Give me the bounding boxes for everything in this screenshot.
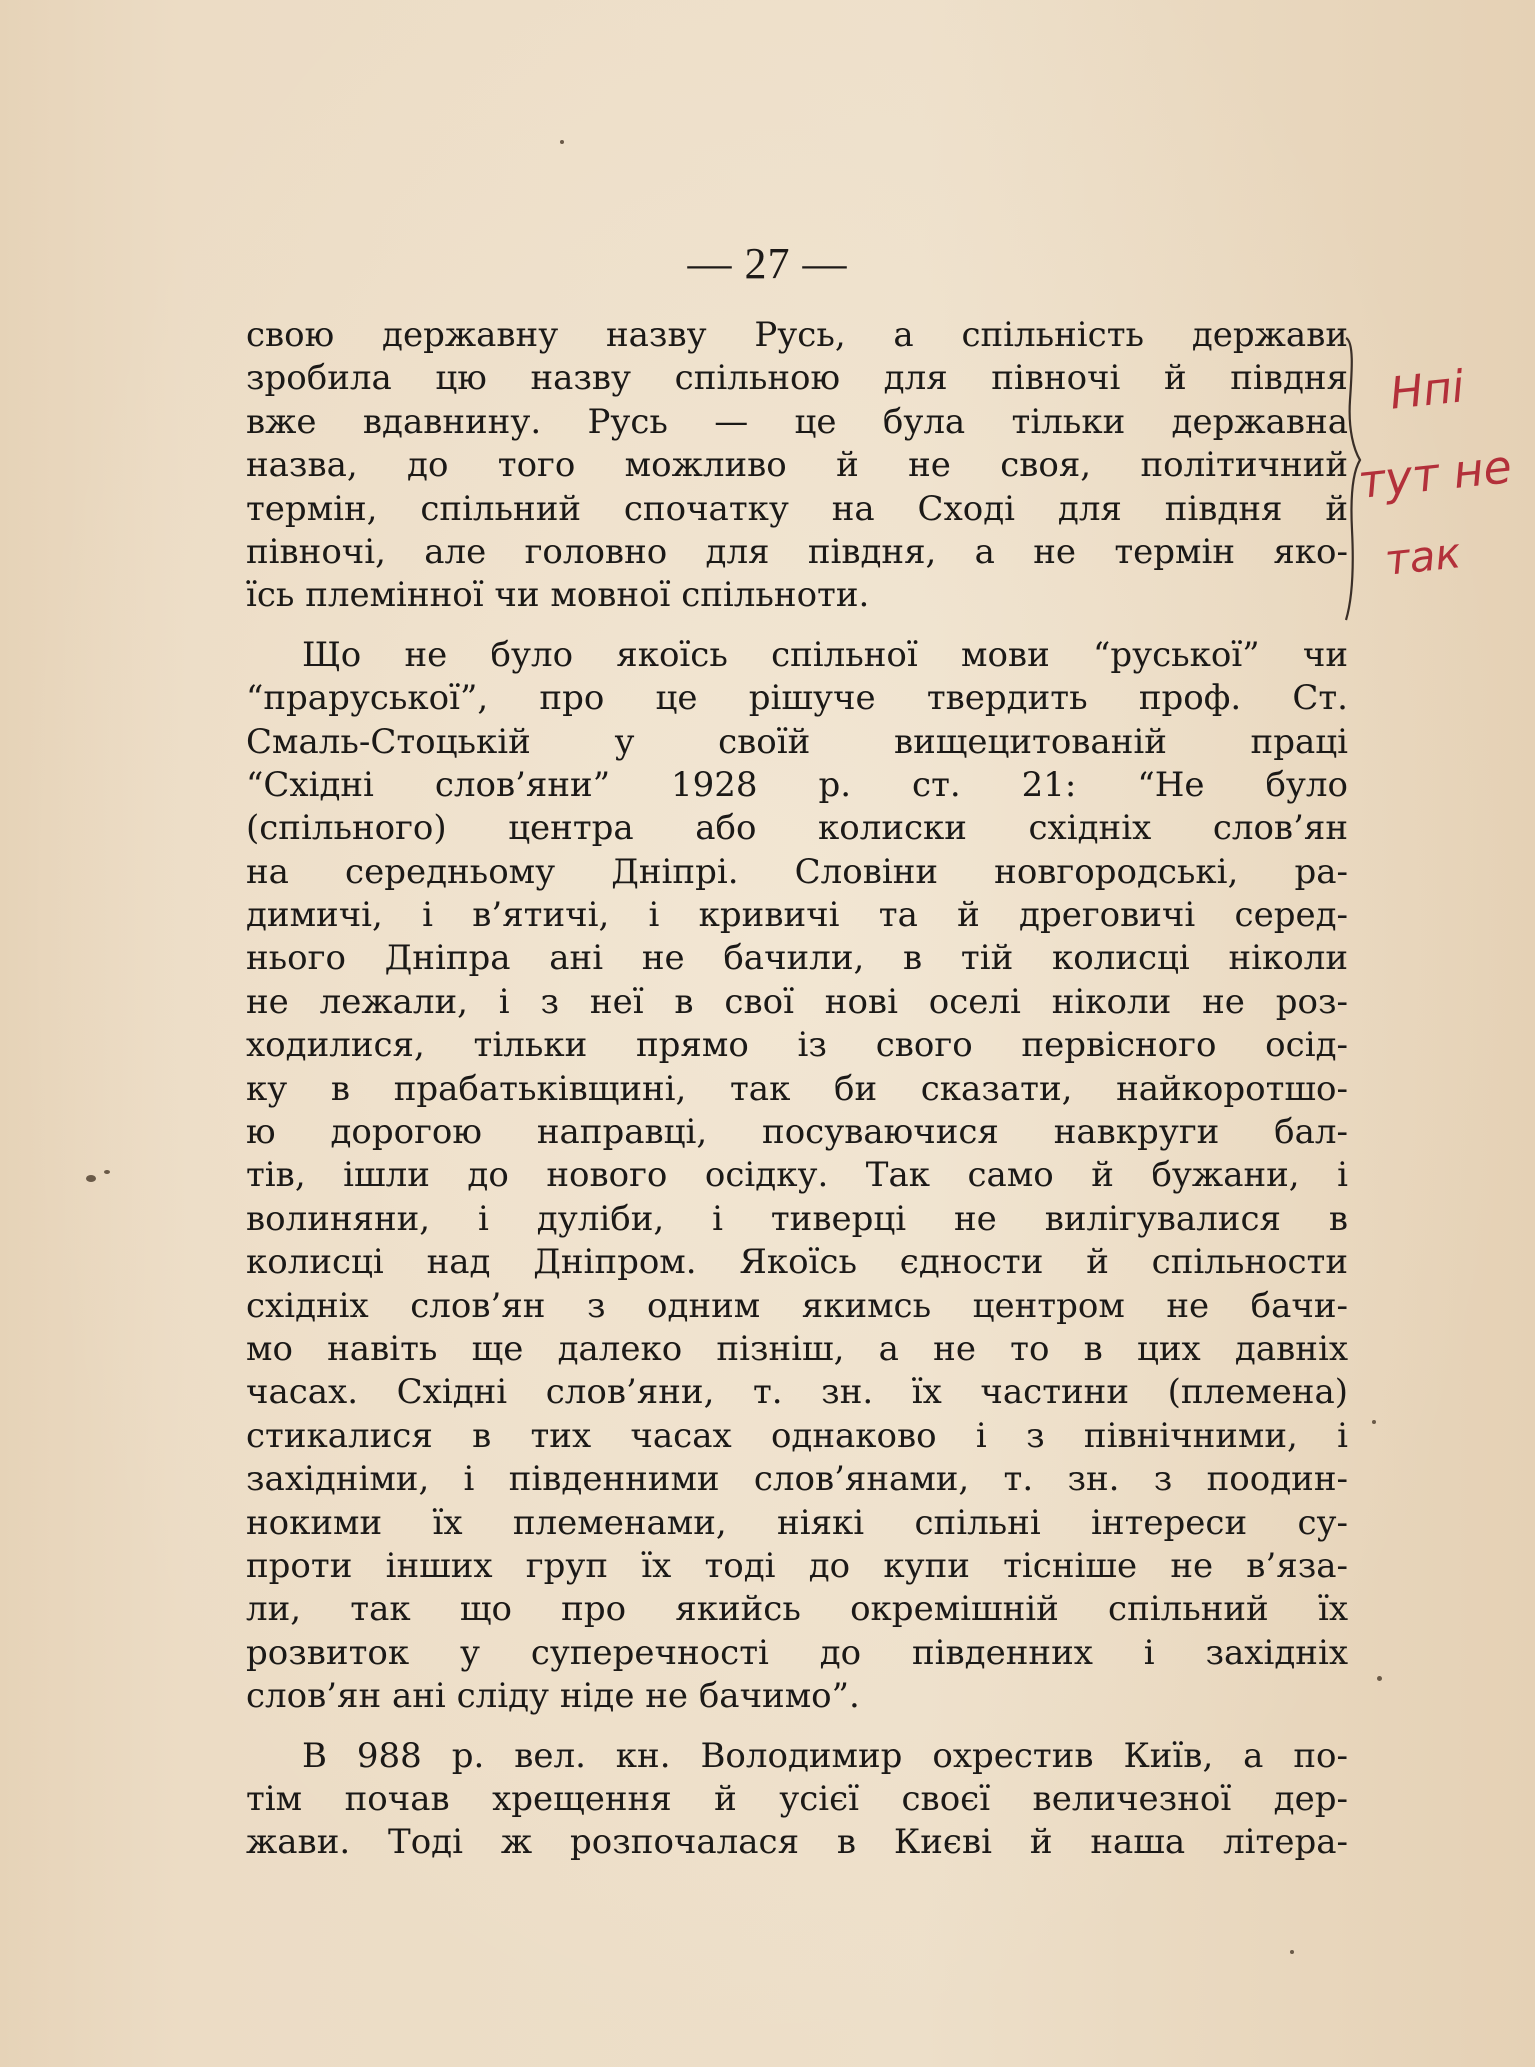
text-line: ю дорогою направці, посуваючися навкруги бал-: [246, 1112, 1348, 1153]
text-line: на середньому Дніпрі. Словіни новгородські, ра-: [246, 851, 1348, 892]
handwritten-margin-note: [1383, 528, 1463, 585]
text-line: нього Дніпра ані не бачили, в тій колисці ніколи: [246, 938, 1348, 979]
margin-note-line: тут не: [1355, 439, 1515, 509]
paper-speck: [560, 140, 564, 144]
page-number: — 27 —: [687, 239, 848, 288]
text-line: їсь племінної чи мовної спільноти.: [246, 575, 870, 616]
text-line: не лежали, і з неї в свої нові оселі ніколи не роз-: [246, 981, 1348, 1022]
text-line: слов’ян ані сліду ніде не бачимо”.: [246, 1676, 860, 1717]
paragraph-1: [246, 314, 1348, 618]
paragraph-gap: [246, 1719, 1348, 1735]
paragraph-3: [246, 1735, 1348, 1865]
text-line: ходилися, тільки прямо із свого первісного осід-: [246, 1025, 1348, 1066]
text-line: жави. Тоді ж розпочалася в Києві й наша літера-: [246, 1822, 1348, 1863]
text-line: термін, спільний спочатку на Сході для півдня й: [246, 488, 1348, 529]
paper-speck: [104, 1170, 110, 1174]
text-line: “праруської”, про це рішуче твердить проф. Ст.: [246, 678, 1348, 719]
text-line: тім почав хрещення й усієї своєї величезної дер-: [246, 1778, 1348, 1819]
text-line: розвиток у суперечності до південних і західніх: [246, 1632, 1348, 1673]
text-line: проти інших груп їх тоді до купи тісніше не в’яза-: [246, 1545, 1348, 1586]
body-text: [246, 314, 1348, 1865]
text-line: волиняни, і дуліби, і тиверці не вилігувалися в: [246, 1198, 1348, 1239]
text-line: димичі, і в’ятичі, і кривичі та й дреговичі серед-: [246, 895, 1348, 936]
paper-speck: [86, 1175, 96, 1182]
text-line: вже вдавнину. Русь — це була тільки державна: [246, 401, 1348, 442]
text-line: мо навіть ще далеко пізніш, а не то в цих давніх: [246, 1328, 1348, 1369]
text-line: свою державну назву Русь, а спільність держави: [246, 315, 1348, 355]
paragraph-gap: [246, 618, 1348, 634]
paragraph-2: [246, 634, 1348, 1719]
text-line: тів, ішли до нового осідку. Так само й бужани, і: [246, 1155, 1348, 1196]
text-line: ли, так що про якийсь окремішній спільний їх: [246, 1589, 1348, 1630]
handwritten-margin-note: [1356, 439, 1515, 509]
text-line: часах. Східні слов’яни, т. зн. їх частини (племена): [246, 1372, 1348, 1413]
text-line: стикалися в тих часах однаково і з північними, і: [246, 1415, 1348, 1456]
paper-speck: [1290, 1950, 1294, 1954]
text-line: східніх слов’ян з одним якимсь центром не бачи-: [246, 1285, 1348, 1326]
margin-note-line: Нпі: [1387, 361, 1467, 420]
text-line: назва, до того можливо й не своя, політичний: [246, 445, 1348, 486]
margin-note-line: так: [1382, 528, 1463, 585]
text-line: ку в прабатьківщині, так би сказати, найкоротшо-: [246, 1068, 1348, 1109]
text-line: “Східні слов’яни” 1928 р. ст. 21: “Не було: [246, 764, 1348, 805]
text-line: Смаль-Стоцькій у своїй вищецитованій праці: [246, 721, 1348, 762]
text-line: В 988 р. вел. кн. Володимир охрестив Київ, а по-: [302, 1735, 1348, 1776]
text-line: західніми, і південними слов’янами, т. зн. з поодин-: [246, 1459, 1348, 1500]
paper-speck: [1377, 1676, 1382, 1681]
text-line: колисці над Дніпром. Якоїсь єдности й спільности: [246, 1242, 1348, 1283]
text-line: Що не було якоїсь спільної мови “руської” чи: [302, 634, 1348, 675]
text-line: зробила цю назву спільною для півночі й півдня: [246, 358, 1348, 399]
text-line: нокими їх племенами, ніякі спільні інтереси су-: [246, 1502, 1348, 1543]
paper-speck: [1372, 1420, 1376, 1424]
handwritten-margin-note: [1388, 361, 1467, 419]
text-line: (спільного) центра або колиски східніх слов’ян: [246, 808, 1348, 849]
text-line: півночі, але головно для півдня, а не термін яко-: [246, 531, 1348, 572]
